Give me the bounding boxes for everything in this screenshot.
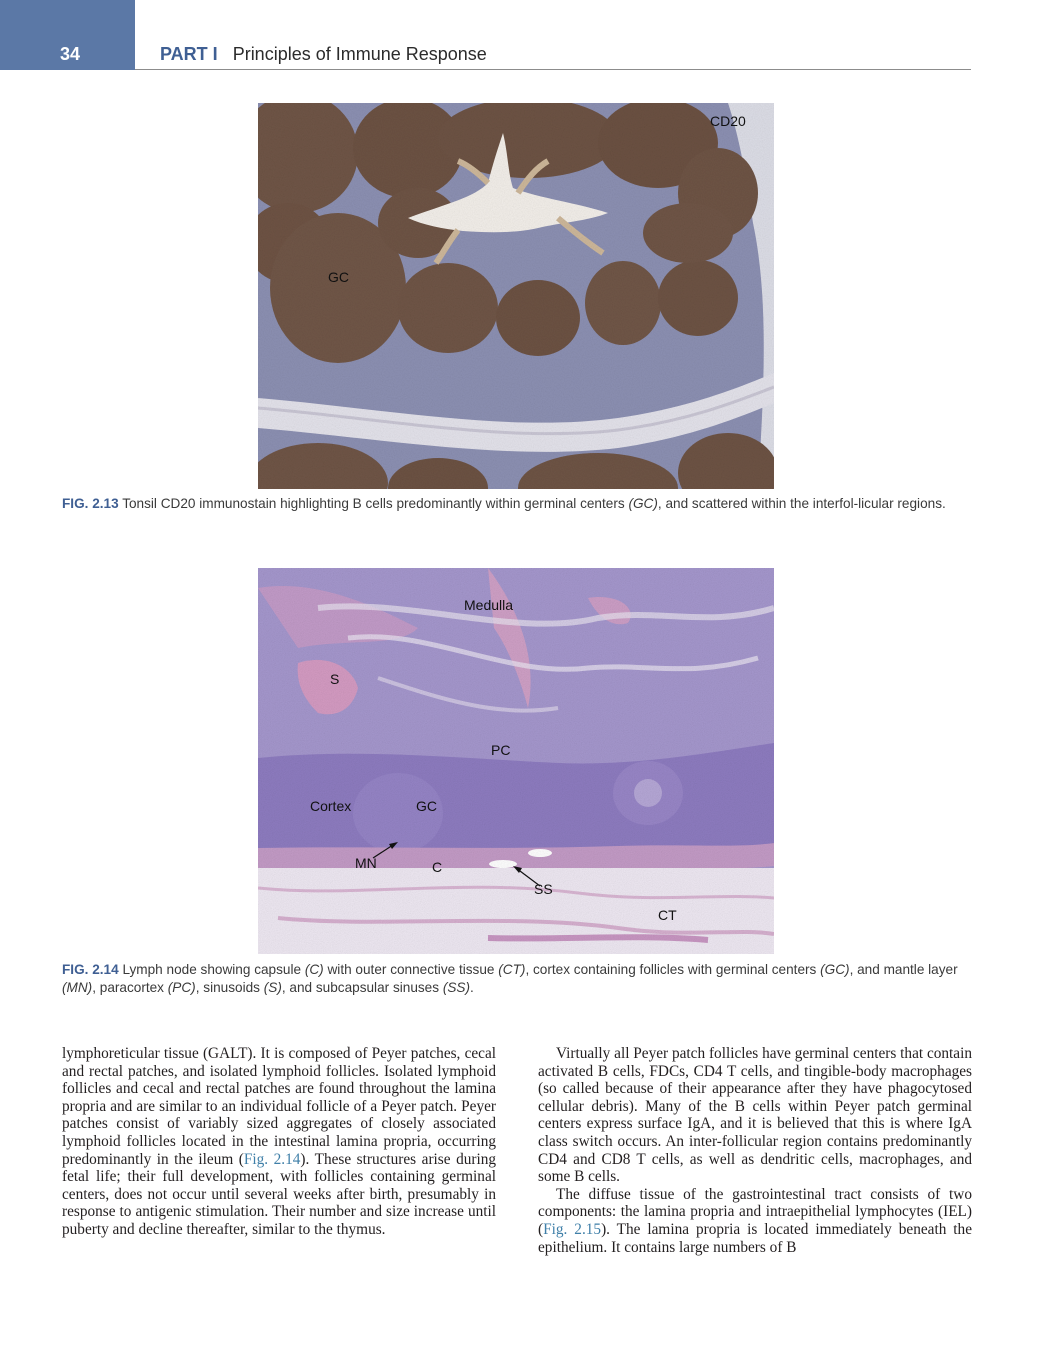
body-paragraph bbox=[538, 1186, 972, 1256]
label-gc: GC bbox=[416, 798, 437, 814]
tonsil-cd20-micrograph bbox=[258, 103, 774, 489]
caption-text: , and mantle layer bbox=[849, 962, 958, 977]
label-ct: CT bbox=[658, 907, 677, 923]
caption-text: , and scattered within the interfol-licular regions. bbox=[657, 496, 946, 511]
caption-text: Lymph node showing capsule bbox=[118, 962, 305, 977]
figure-2-14-caption bbox=[62, 961, 972, 997]
figure-2-13-image bbox=[258, 103, 774, 489]
caption-text: with outer connective tissue bbox=[323, 962, 499, 977]
caption-text: , sinusoids bbox=[195, 980, 264, 995]
caption-text: , paracortex bbox=[92, 980, 168, 995]
body-text: lymphoreticular tissue (GALT). It is composed of Peyer patches, cecal and rectal patches, and isolated lymphoid follicles. Isolated lymphoid follicles and cecal and rectal patches are found throughout the lamina propria and are similar to an individual follicle of a Peyer patch. Peyer patches consist of variably sized aggregates of closely associated lymphoid follicles located in the intestinal lamina propria, occurring predominantly in the ileum ( bbox=[62, 1045, 496, 1168]
chapter-title: Principles of Immune Response bbox=[232, 44, 487, 64]
lymph-node-micrograph bbox=[258, 568, 774, 954]
caption-fig-id: FIG. 2.14 bbox=[62, 962, 119, 977]
xref-fig-2-15[interactable]: Fig. 2.15 bbox=[543, 1220, 602, 1238]
label-ss: SS bbox=[534, 881, 553, 897]
figure-2-13-caption bbox=[62, 495, 972, 513]
label-cd20: CD20 bbox=[710, 113, 746, 129]
body-left-column bbox=[62, 1045, 496, 1239]
body-paragraph bbox=[62, 1045, 496, 1239]
caption-abbr: (MN) bbox=[62, 980, 93, 995]
caption-abbr: (S) bbox=[263, 980, 282, 995]
caption-abbr: (C) bbox=[304, 962, 324, 977]
running-head bbox=[160, 44, 487, 65]
page-number: 34 bbox=[60, 44, 81, 64]
label-c: C bbox=[432, 859, 443, 875]
caption-abbr: (CT) bbox=[498, 962, 526, 977]
body-text: The diffuse tissue of the gastrointestinal tract consists of two components: the lamina propria and intraepithelial lymphocytes (IEL) ( bbox=[538, 1185, 972, 1238]
part-label: PART I bbox=[160, 44, 218, 64]
caption-text: , and subcapsular sinuses bbox=[281, 980, 443, 995]
label-cortex: Cortex bbox=[310, 798, 352, 814]
caption-abbr: (GC) bbox=[820, 962, 850, 977]
caption-abbr: (GC) bbox=[628, 496, 658, 511]
caption-fig-id: FIG. 2.13 bbox=[62, 496, 119, 511]
figure-2-14-image bbox=[258, 568, 774, 954]
label-pc: PC bbox=[491, 742, 511, 758]
label-mn: MN bbox=[355, 855, 377, 871]
caption-abbr: (SS) bbox=[442, 980, 471, 995]
caption-text: . bbox=[470, 980, 474, 995]
caption-text: Tonsil CD20 immunostain highlighting B cells predominantly within germinal centers bbox=[118, 496, 629, 511]
caption-text: , cortex containing follicles with germinal centers bbox=[525, 962, 821, 977]
body-text: ). These structures arise during fetal life; their full development, with follicles containing germinal centers, does not occur until several weeks after birth, presumably in response to antigenic stimulation. Their number and size increase until puberty and decline thereafter, similar to the thymus. bbox=[62, 1150, 497, 1238]
header-rule bbox=[135, 69, 971, 70]
body-right-column bbox=[538, 1045, 972, 1256]
label-medulla: Medulla bbox=[464, 597, 514, 613]
label-s: S bbox=[330, 671, 340, 687]
caption-abbr: (PC) bbox=[167, 980, 196, 995]
label-gc: GC bbox=[328, 269, 349, 285]
body-paragraph: Virtually all Peyer patch follicles have germinal centers that contain activated B cells, FDCs, CD4 T cells, and tingible-body macrophages (so called because of their appearance after they have phagocytosed cellular debris). Many of the B cells within Peyer patch germinal centers express surface IgA, and it is believed that this is where IgA class switch occurs. An inter-follicular region contains predominantly CD4 and CD8 T cells, as well as dendritic cells, macrophages, and some B cells. bbox=[538, 1045, 972, 1186]
body-text: ). The lamina propria is located immediately beneath the epithelium. It contains large numbers of B bbox=[538, 1220, 972, 1256]
xref-fig-2-14[interactable]: Fig. 2.14 bbox=[243, 1150, 301, 1168]
